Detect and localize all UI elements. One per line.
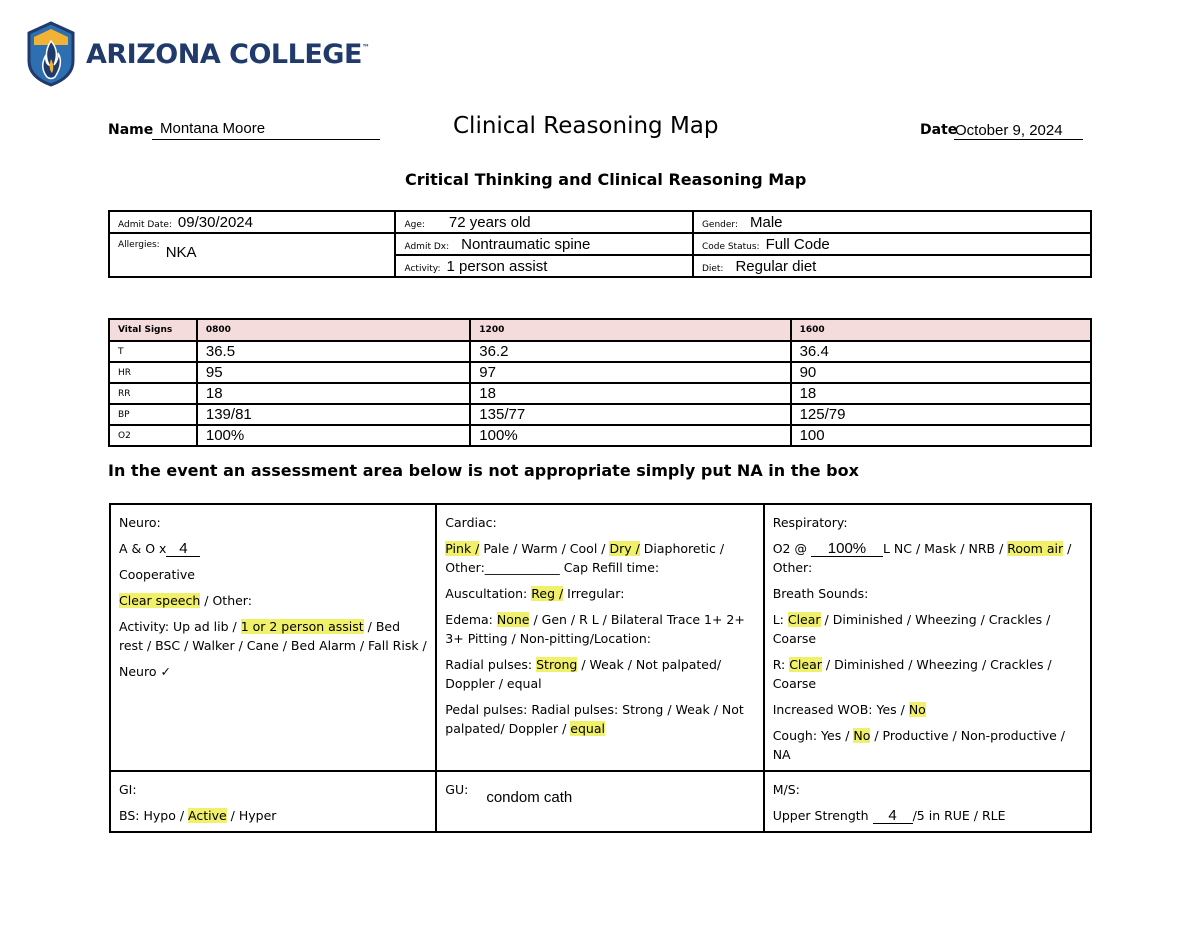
speech-selected: Clear speech: [119, 593, 201, 608]
cardiac-pedal: [445, 700, 754, 738]
ms-title: M/S:: [772, 782, 800, 797]
vitals-value-cell[interactable]: 100%: [197, 425, 470, 446]
bs-selected: Active: [188, 808, 227, 823]
vitals-value-cell[interactable]: 18: [470, 383, 790, 404]
diet-cell[interactable]: [693, 255, 1091, 277]
vitals-row-temp: [109, 341, 1091, 362]
vitals-row-bp: [109, 404, 1091, 425]
allergies-label: Allergies:: [118, 240, 160, 250]
age-value: 72 years old: [448, 213, 531, 231]
admit-date-value: 09/30/2024: [177, 213, 253, 231]
left-post: / Diminished / Wheezing / Crackles / Coarse: [772, 612, 1051, 646]
vitals-row-label: HR: [109, 362, 197, 383]
admit-dx-cell[interactable]: [395, 233, 692, 255]
admit-dx-value: Nontraumatic spine: [461, 235, 591, 253]
color-mid: Pale / Warm / Cool /: [479, 541, 610, 556]
cardiac-other: Other:____________ Cap Refill time:: [445, 560, 660, 575]
code-status-cell[interactable]: [693, 233, 1091, 255]
college-logo: [26, 20, 369, 88]
left-selected: Clear: [787, 612, 821, 627]
vitals-header-row: [109, 319, 1091, 341]
cough-selected: No: [853, 728, 871, 743]
name-label: Name: [108, 122, 154, 138]
diet-value: Regular diet: [735, 257, 817, 275]
code-status-value: Full Code: [765, 235, 830, 253]
gender-value: Male: [749, 213, 783, 231]
map-subtitle: Critical Thinking and Clinical Reasoning Map: [405, 170, 807, 189]
name-underline: [152, 139, 380, 140]
neuro-check: Neuro ✓: [119, 664, 171, 679]
vitals-value-cell[interactable]: 139/81: [197, 404, 470, 425]
vitals-row-label: BP: [109, 404, 197, 425]
vitals-header-cell: 0800: [197, 319, 470, 341]
ausc-selected: Reg /: [531, 586, 564, 601]
cardiac-radial: [445, 655, 754, 693]
vitals-row-label: O2: [109, 425, 197, 446]
vitals-value-cell[interactable]: 100: [791, 425, 1091, 446]
date-value[interactable]: October 9, 2024: [955, 122, 1063, 139]
neuro-title: Neuro:: [119, 515, 161, 530]
right-pre: R:: [772, 657, 790, 672]
aox-value[interactable]: 4: [166, 541, 200, 557]
pedal-selected: equal: [570, 721, 605, 736]
vitals-value-cell[interactable]: 36.2: [470, 341, 790, 362]
upper-value[interactable]: 4: [873, 808, 913, 824]
vitals-header-cell: 1600: [791, 319, 1091, 341]
neuro-section[interactable]: [110, 504, 436, 771]
cardiac-section[interactable]: [436, 504, 763, 771]
right-selected: Clear: [789, 657, 822, 672]
color-post: Diaphoretic /: [639, 541, 725, 556]
allergies-cell[interactable]: [109, 233, 395, 277]
cardiac-auscultation: [445, 584, 754, 603]
diet-label: Diet:: [701, 263, 724, 274]
cardiac-color: [445, 539, 754, 577]
respiratory-section[interactable]: [764, 504, 1091, 771]
page-title: Clinical Reasoning Map: [453, 113, 719, 139]
activity-label: Activity:: [404, 263, 441, 274]
vitals-value-cell[interactable]: 97: [470, 362, 790, 383]
o2-selected: Room air: [1007, 541, 1064, 556]
right-post: / Diminished / Wheezing / Crackles / Coarse: [772, 657, 1052, 691]
vitals-value-cell[interactable]: 36.4: [791, 341, 1091, 362]
vitals-value-cell[interactable]: 100%: [470, 425, 790, 446]
age-cell[interactable]: [395, 211, 692, 233]
upper-post: /5 in RUE / RLE: [912, 808, 1006, 823]
vitals-value-cell[interactable]: 18: [791, 383, 1091, 404]
cardiac-title: Cardiac:: [445, 515, 497, 530]
vitals-header-cell: Vital Signs: [109, 319, 197, 341]
activity-selected: 1 or 2 person assist: [240, 619, 364, 634]
edema-selected: None: [496, 612, 530, 627]
vitals-row-rr: [109, 383, 1091, 404]
activity-value: 1 person assist: [446, 257, 548, 275]
admit-date-cell[interactable]: [109, 211, 395, 233]
radial-pre: Radial pulses:: [445, 657, 537, 672]
o2-value[interactable]: 100%: [811, 541, 883, 557]
ms-section[interactable]: [764, 771, 1091, 832]
radial-selected: Strong: [536, 657, 578, 672]
gu-value[interactable]: condom cath: [486, 789, 573, 806]
edema-pre: Edema:: [445, 612, 497, 627]
neuro-speech: [119, 591, 427, 610]
resp-o2: [773, 539, 1082, 577]
vitals-value-cell[interactable]: 125/79: [791, 404, 1091, 425]
o2-pre: O2 @: [772, 541, 811, 556]
upper-pre: Upper Strength: [772, 808, 873, 823]
gu-row: [445, 780, 754, 806]
ausc-pre: Auscultation:: [445, 586, 532, 601]
vitals-value-cell[interactable]: 18: [197, 383, 470, 404]
patient-info-table: [108, 210, 1092, 278]
vitals-value-cell[interactable]: 135/77: [470, 404, 790, 425]
neuro-aox: [119, 539, 427, 558]
cardiac-edema: [445, 610, 754, 648]
pedal-pre: Pedal pulses: Radial pulses: Strong / Weak / Not palpated/ Doppler /: [445, 702, 744, 736]
left-pre: L:: [772, 612, 788, 627]
vitals-row-o2: [109, 425, 1091, 446]
cough-pre: Cough: Yes /: [772, 728, 854, 743]
wob-pre: Increased WOB: Yes /: [772, 702, 909, 717]
gi-title: GI:: [119, 782, 137, 797]
vitals-row-label: RR: [109, 383, 197, 404]
vitals-value-cell[interactable]: 90: [791, 362, 1091, 383]
gi-section[interactable]: [110, 771, 436, 832]
color-pink-selected: Pink /: [445, 541, 480, 556]
vitals-row-label: T: [109, 341, 197, 362]
speech-rest: / Other:: [200, 593, 252, 608]
date-label: Date: [920, 122, 958, 138]
gi-bowel-sounds: [119, 806, 427, 825]
vitals-row-hr: [109, 362, 1091, 383]
admit-date-label: Admit Date:: [118, 219, 172, 230]
resp-breath-sounds: Breath Sounds:: [772, 586, 869, 601]
wob-selected: No: [908, 702, 926, 717]
bs-pre: BS: Hypo /: [119, 808, 189, 823]
vitals-value-cell[interactable]: 36.5: [197, 341, 470, 362]
color-dry-selected: Dry /: [609, 541, 640, 556]
student-name[interactable]: Montana Moore: [160, 120, 266, 137]
activity-post: / Bed rest / BSC / Walker / Cane / Bed Alarm / Fall Risk /: [119, 619, 427, 653]
activity-pre: Activity: Up ad lib /: [119, 619, 241, 634]
gender-label: Gender:: [701, 219, 738, 230]
o2-post: L NC / Mask / NRB /: [882, 541, 1008, 556]
radial-post: / Weak / Not palpated/ Doppler / equal: [445, 657, 722, 691]
college-name: ARIZONA COLLEGE™: [86, 38, 370, 70]
aox-label: A & O x: [119, 541, 167, 556]
gu-section[interactable]: [436, 771, 763, 832]
na-instruction: In the event an assessment area below is not appropriate simply put NA in the box: [108, 461, 859, 480]
resp-left: [773, 610, 1082, 648]
ausc-post: Irregular:: [563, 586, 625, 601]
vitals-header-cell: 1200: [470, 319, 790, 341]
assessment-table: [109, 503, 1092, 833]
activity-cell[interactable]: [395, 255, 692, 277]
resp-wob: [773, 700, 1082, 719]
resp-cough: [773, 726, 1082, 764]
code-status-label: Code Status:: [701, 241, 760, 252]
gender-cell[interactable]: [693, 211, 1091, 233]
gu-title: GU:: [445, 782, 469, 797]
age-label: Age:: [404, 219, 425, 230]
date-underline: [954, 139, 1083, 140]
o2-end: /: [1063, 541, 1072, 556]
ms-upper-strength: [773, 806, 1082, 825]
allergies-value: NKA: [165, 244, 197, 261]
resp-right: [773, 655, 1082, 693]
vital-signs-table: [108, 318, 1092, 447]
shield-flame-icon: [26, 21, 76, 87]
resp-other: Other:: [772, 560, 813, 575]
vitals-value-cell[interactable]: 95: [197, 362, 470, 383]
cough-post: / Productive / Non-productive / NA: [772, 728, 1065, 762]
neuro-cooperative: Cooperative: [119, 567, 195, 582]
admit-dx-label: Admit Dx:: [404, 241, 450, 252]
neuro-activity: [119, 617, 427, 655]
bs-post: / Hyper: [226, 808, 277, 823]
edema-post: / Gen / R L / Bilateral Trace 1+ 2+ 3+ Pitting / Non-pitting/Location:: [445, 612, 745, 646]
resp-title: Respiratory:: [772, 515, 848, 530]
